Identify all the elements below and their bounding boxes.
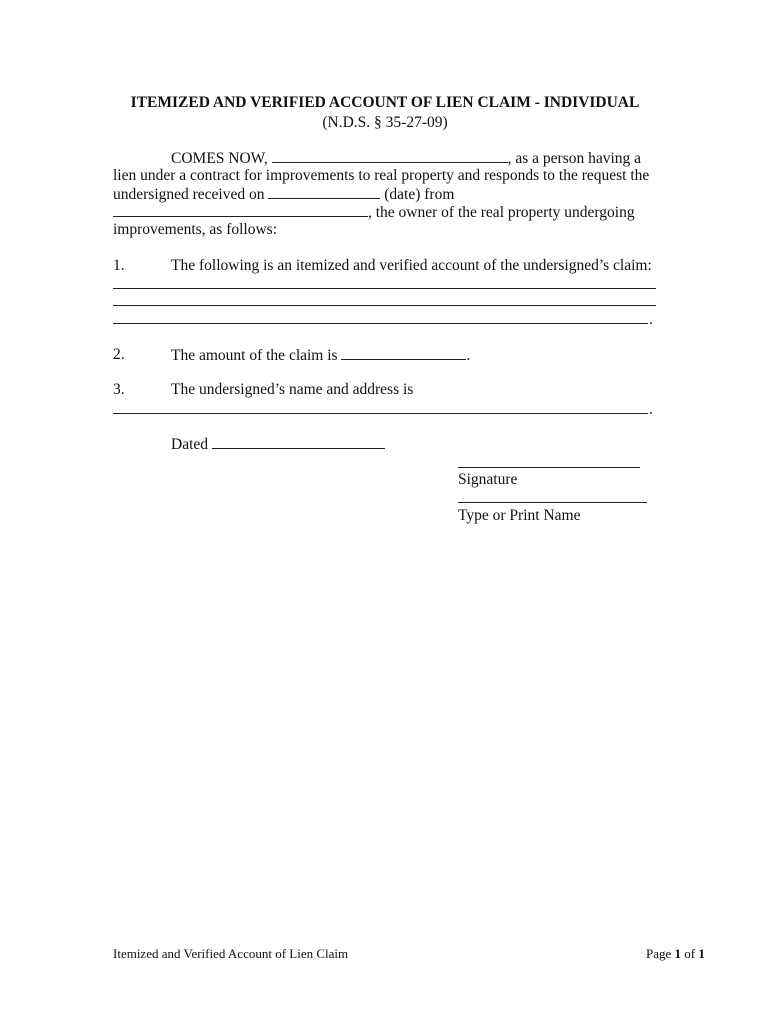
item-1-period: . [649,311,653,328]
name-address-line[interactable] [113,413,648,414]
print-name-line[interactable] [458,502,647,503]
item-1-text: The following is an itemized and verified account of the undersigned’s claim: [171,257,652,274]
page-of: of [684,946,696,961]
request-date-field[interactable] [268,184,380,199]
item-3-text: The undersigned’s name and address is [171,381,414,398]
page-number [646,946,705,962]
item-2-number: 2. [113,346,125,363]
owner-name-field[interactable] [113,202,368,217]
page-current: 1 [674,946,682,961]
document-title: ITEMIZED AND VERIFIED ACCOUNT OF LIEN CLAIM - INDIVIDUAL [130,94,640,111]
account-line-2[interactable] [113,305,656,306]
dated-field[interactable] [212,434,385,449]
signature-line[interactable] [458,467,640,468]
item-1-number: 1. [113,257,125,274]
intro-line-3 [113,184,454,204]
claimant-name-field[interactable] [272,148,508,163]
signature-label: Signature [458,471,518,488]
account-line-3[interactable] [113,323,648,324]
intro-line-5: improvements, as follows: [113,221,278,238]
item-2-period: . [466,347,471,364]
page-prefix: Page [646,946,672,961]
intro-line-2: lien under a contract for improvements to real property and responds to the request the [113,167,650,184]
page-total: 1 [698,946,705,961]
claim-amount-field[interactable] [341,345,466,360]
owner-text: , the owner of the real property undergoing [368,204,635,221]
item-2-line [171,345,470,365]
footer-title: Itemized and Verified Account of Lien Claim [113,946,349,961]
comes-now-text: COMES NOW, [171,150,268,167]
date-from-text: (date) from [384,186,455,203]
print-name-label: Type or Print Name [458,507,581,524]
item-3-number: 3. [113,381,125,398]
as-person-text: , as a person having a [507,150,642,167]
dated-label: Dated [171,436,209,453]
intro-line-4 [113,202,635,222]
item-2-text: The amount of the claim is [171,347,338,364]
intro-line-1 [171,148,641,168]
statute-citation: (N.D.S. § 35-27-09) [322,114,448,131]
account-line-1[interactable] [113,288,656,289]
item-3-period: . [649,401,653,418]
dated-row [171,434,385,454]
received-on-text: undersigned received on [113,186,265,203]
